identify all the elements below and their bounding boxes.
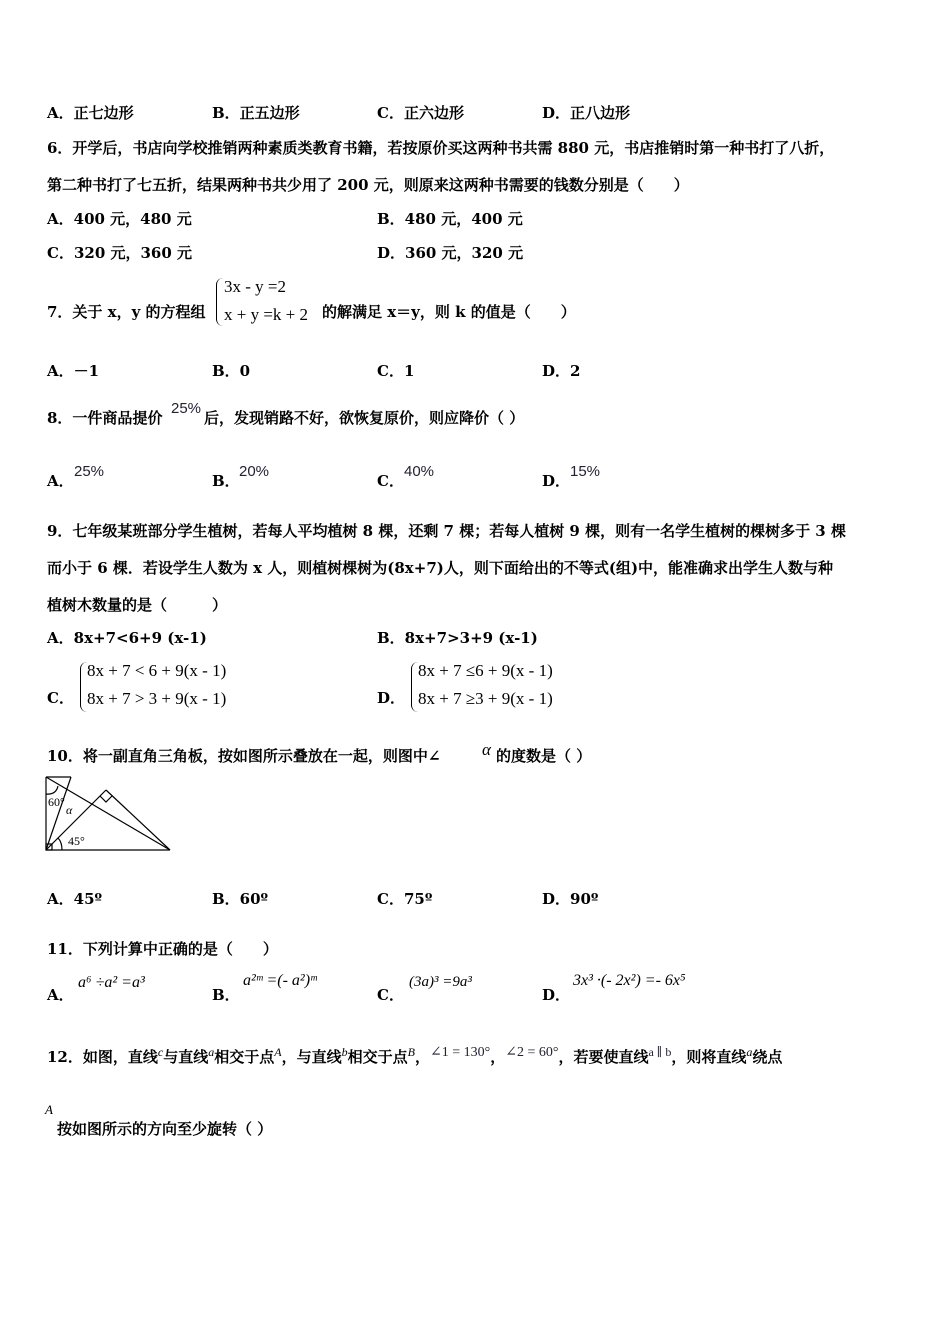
q8-option-d-label: D． <box>542 472 571 490</box>
q6-text-line1: 6．开学后，书店向学校推销两种素质类教育书籍，若按原价买这两种书共需 880 元，书店推销时第一种书打了八折， <box>47 139 835 157</box>
q10-option-a: A．45º <box>47 890 103 908</box>
q12-line2: 按如图所示的方向至少旋转（ ） <box>57 1120 273 1138</box>
q11-option-d-label: D． <box>542 986 571 1004</box>
q8-option-c-value: 40% <box>404 463 435 480</box>
fig-hypotenuse-30-60 <box>46 777 170 850</box>
q11-option-a-expr: a⁶ ÷a² =a³ <box>78 974 145 991</box>
q7-equation-2: x + y =k + 2 <box>224 305 309 324</box>
q8-prefix: 8．一件商品提价 <box>47 409 163 427</box>
q7-prefix: 7．关于 x，y 的方程组 <box>47 303 206 321</box>
q9-option-a: A．8x+7<6+9 (x-1) <box>47 629 207 647</box>
q6-option-c: C．320 元，360 元 <box>47 244 193 262</box>
q10-option-c: C．75º <box>377 890 433 908</box>
fig-45-arc <box>58 838 62 850</box>
q12-text-5: 相交于点 <box>347 1048 408 1066</box>
fig-label-60: 60° <box>48 795 65 809</box>
fig-45-leg <box>106 790 170 850</box>
q9-option-c-brace <box>80 662 87 712</box>
q9-option-d-brace <box>411 662 418 712</box>
q8-percent-inline: 25% <box>171 400 202 417</box>
q10-prefix: 10．将一副直角三角板，按如图所示叠放在一起，则图中∠ <box>47 747 441 765</box>
q7-equation-1: 3x - y =2 <box>224 277 286 296</box>
q8-option-a-label: A． <box>47 472 74 490</box>
q7-option-c: C．1 <box>377 362 415 380</box>
q12-text-9: ，则将直线 <box>671 1048 747 1066</box>
q11-option-c-label: C． <box>377 986 404 1004</box>
q12-text-8: ，若要使直线 <box>558 1048 649 1066</box>
q8-suffix: 后，发现销路不好，欲恢复原价，则应降价（ ） <box>204 409 525 427</box>
q6-option-d: D．360 元，320 元 <box>377 244 524 262</box>
q12-text-2: 与直线 <box>163 1048 209 1066</box>
q8-option-d-value: 15% <box>570 463 601 480</box>
q5-option-a: A．正七边形 <box>47 104 134 122</box>
q12-point-b: B <box>407 1045 415 1059</box>
q9-text-line3: 植树木数量的是（ ） <box>47 596 228 614</box>
q9-option-b: B．8x+7>3+9 (x-1) <box>377 629 538 647</box>
q7-suffix: 的解满足 x＝y，则 k 的值是（ ） <box>322 303 576 321</box>
q12-text-7: ， <box>490 1048 506 1066</box>
q10-triangle-figure <box>42 774 174 854</box>
q12-text-1: 12．如图，直线 <box>47 1048 158 1066</box>
q9-option-d-ineq-2: 8x + 7 ≥3 + 9(x - 1) <box>418 689 553 708</box>
fig-60-arc <box>46 786 58 794</box>
q12-var-a-2: a <box>746 1045 753 1059</box>
q7-system-brace <box>216 278 223 326</box>
q12-line1 <box>47 1044 782 1067</box>
q12-point-a: A <box>274 1045 282 1059</box>
q8-option-b-label: B． <box>212 472 240 490</box>
q9-text-line1: 9．七年级某班部分学生植树，若每人平均植树 8 棵，还剩 7 棵；若每人植树 9 棵，则有一名学生植树的棵树多于 3 棵 <box>47 522 846 540</box>
q12-text-10: 绕点 <box>752 1048 783 1066</box>
q6-text-line2: 第二种书打了七五折，结果两种书共少用了 200 元，则原来这两种书需要的钱数分别是（ ） <box>47 176 689 194</box>
q12-var-a: a <box>208 1045 215 1059</box>
q12-var-c: c <box>157 1045 164 1059</box>
q11-option-b-expr: a²ᵐ =(- a²)ᵐ <box>243 972 317 989</box>
q10-option-d: D．90º <box>542 890 599 908</box>
q12-text-4: ，与直线 <box>281 1048 342 1066</box>
q11-option-b-label: B． <box>212 986 240 1004</box>
q6-option-a: A．400 元，480 元 <box>47 210 192 228</box>
q7-option-b: B．0 <box>212 362 251 380</box>
q9-option-c-ineq-2: 8x + 7 > 3 + 9(x - 1) <box>87 689 227 708</box>
q11-option-d-expr: 3x³ ·(- 2x²) =- 6x⁵ <box>573 972 686 989</box>
q5-option-d: D．正八边形 <box>542 104 631 122</box>
q12-point-a-2: A <box>45 1102 53 1117</box>
q9-option-d-ineq-1: 8x + 7 ≤6 + 9(x - 1) <box>418 661 553 680</box>
q12-var-b: b <box>341 1045 348 1059</box>
q12-text-6: ， <box>414 1048 430 1066</box>
q8-option-b-value: 20% <box>239 463 270 480</box>
q12-angle-2: ∠2 = 60° <box>505 1045 559 1060</box>
q11-option-a-label: A． <box>47 986 74 1004</box>
q10-option-b: B．60º <box>212 890 269 908</box>
q7-option-a: A．－1 <box>47 362 100 380</box>
q8-option-a-value: 25% <box>74 463 105 480</box>
q10-suffix: 的度数是（ ） <box>496 747 592 765</box>
fig-label-45: 45° <box>68 834 85 848</box>
fig-label-alpha: α <box>66 803 73 817</box>
q11-option-c-expr: (3a)³ =9a³ <box>409 974 472 990</box>
q6-option-b: B．480 元，400 元 <box>377 210 523 228</box>
q10-alpha-symbol: α <box>482 740 491 759</box>
fig-right-angle-mark-top <box>100 796 112 802</box>
q9-option-d-label: D． <box>377 689 406 707</box>
q9-text-line2: 而小于 6 棵．若设学生人数为 x 人，则植树棵树为(8x+7)人，则下面给出的不等式(组)中，能准确求出学生人数与种 <box>47 559 834 577</box>
q12-parallel: a ∥ b <box>648 1045 672 1059</box>
q12-angle-1: ∠1 = 130° <box>429 1045 491 1060</box>
q7-option-d: D．2 <box>542 362 581 380</box>
q9-option-c-label: C． <box>47 689 74 707</box>
q5-option-b: B．正五边形 <box>212 104 300 122</box>
q8-option-c-label: C． <box>377 472 404 490</box>
q9-option-c-ineq-1: 8x + 7 < 6 + 9(x - 1) <box>87 661 227 680</box>
q12-text-3: 相交于点 <box>214 1048 275 1066</box>
q11-title: 11．下列计算中正确的是（ ） <box>47 940 278 958</box>
q5-option-c: C．正六边形 <box>377 104 464 122</box>
